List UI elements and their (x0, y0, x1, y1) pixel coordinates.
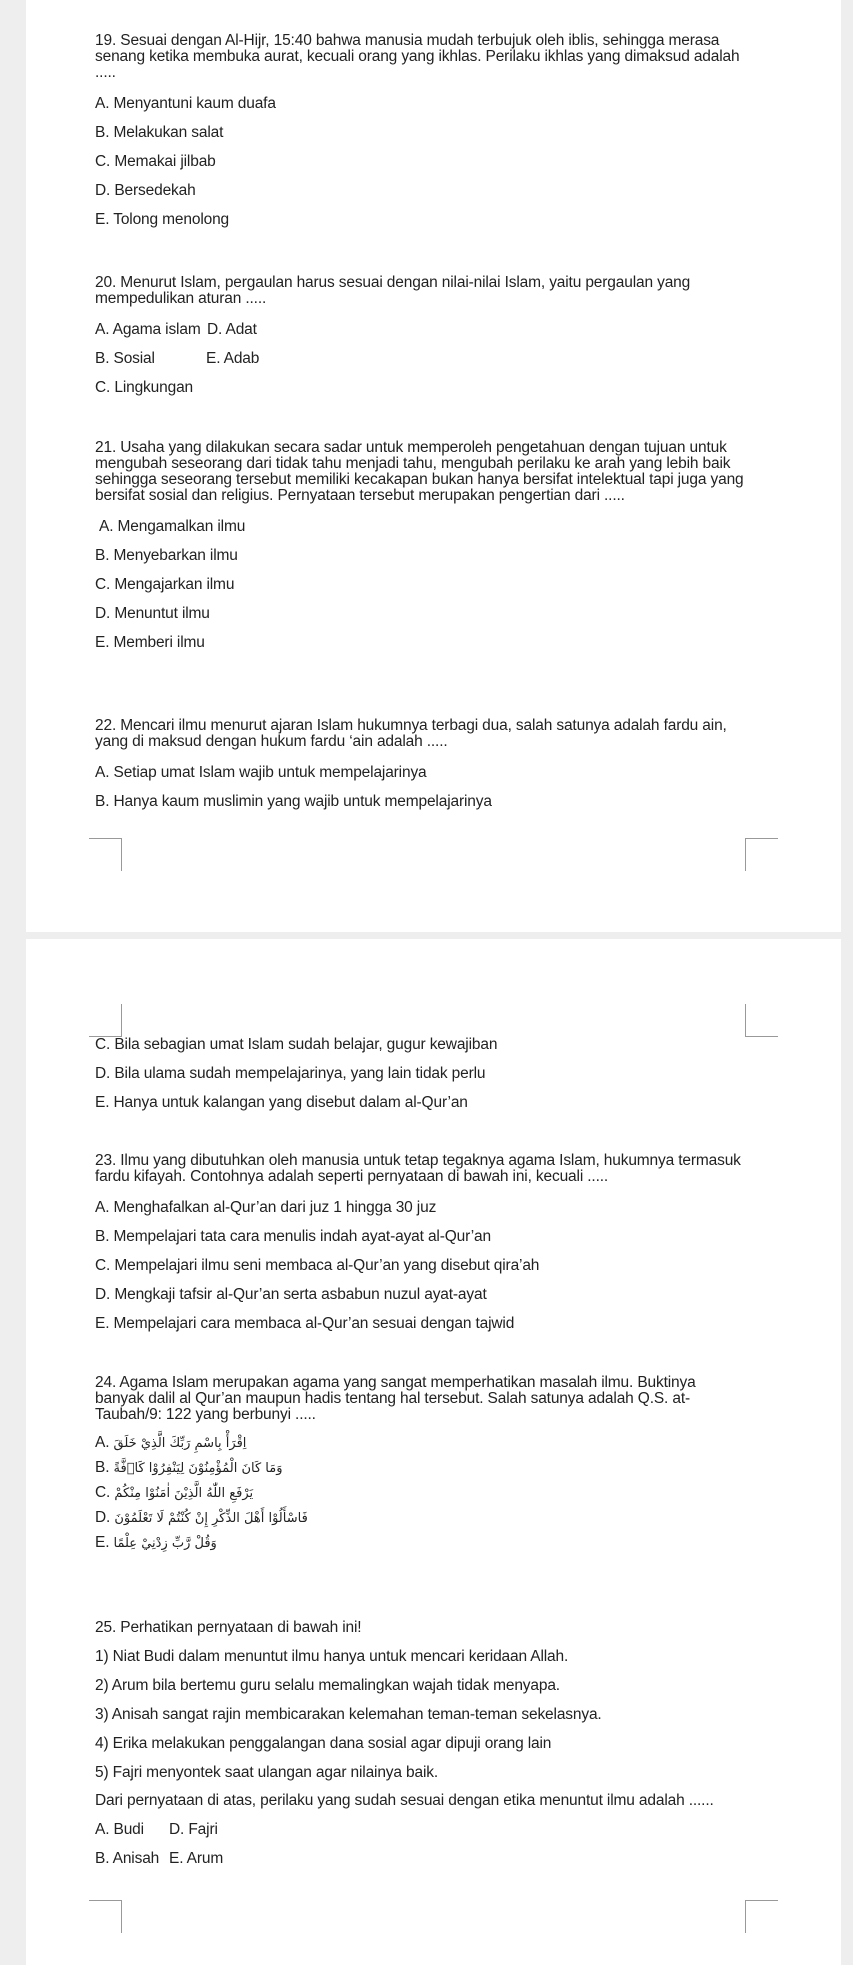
option-c[interactable]: C. Lingkungan (95, 379, 194, 396)
option-row (95, 315, 745, 344)
question-25 (95, 1613, 745, 1873)
question-24 (95, 1375, 745, 1556)
option-a[interactable]: A. اِقْرَأْ بِاسْمِ رَبِّكَ الَّذِيْ خَلَقَ (95, 1434, 247, 1451)
question-text: 20. Menurut Islam, pergaulan harus sesuai dengan nilai-nilai Islam, yaitu pergaulan yang mempedulikan aturan ..... (95, 274, 691, 307)
option-e[interactable]: E. Adab (206, 350, 260, 367)
option-row (95, 1815, 745, 1844)
option-d[interactable]: D. Adat (207, 321, 257, 338)
question-text: 19. Sesuai dengan Al-Hijr, 15:40 bahwa manusia mudah terbujuk oleh iblis, sehingga merasa senang ketika membuka aurat, kecuali orang yang ikhlas. Perilaku ikhlas yang dimaksud adalah ..... (95, 32, 740, 81)
option-b[interactable]: B. Sosial (95, 350, 155, 367)
page-corner-mark (89, 1900, 122, 1933)
option-e[interactable]: E. Arum (169, 1850, 224, 1867)
option-c[interactable]: C. يَرْفَعِ اللّٰهُ الَّذِيْنَ اٰمَنُوْا مِنْكُمْ (95, 1484, 254, 1501)
question-23 (95, 1153, 745, 1338)
statement-2: 2) Arum bila bertemu guru selalu memalingkan wajah tidak menyapa. (95, 1677, 560, 1694)
option-d[interactable]: D. Fajri (169, 1821, 218, 1838)
option-d[interactable]: D. Mengkaji tafsir al-Qur’an serta asbabun nuzul ayat-ayat (95, 1286, 487, 1303)
option-c[interactable]: C. Bila sebagian umat Islam sudah belajar, gugur kewajiban (95, 1036, 498, 1053)
option-e[interactable]: E. Tolong menolong (95, 211, 230, 228)
question-text: 23. Ilmu yang dibutuhkan oleh manusia untuk tetap tegaknya agama Islam, hukumnya termasuk fardu kifayah. Contohnya adalah seperti pernyataan di bawah ini, kecuali ..... (95, 1152, 741, 1185)
option-e[interactable]: E. Mempelajari cara membaca al-Qur’an sesuai dengan tajwid (95, 1315, 515, 1332)
option-e[interactable]: E. Hanya untuk kalangan yang disebut dalam al-Qur’an (95, 1094, 468, 1111)
option-row (95, 344, 745, 373)
option-a[interactable]: A. Agama islam (95, 321, 201, 338)
statement-1: 1) Niat Budi dalam menuntut ilmu hanya untuk mencari keridaan Allah. (95, 1648, 569, 1665)
arabic-text: فَاسْأَلُوْا أَهْلَ الذِّكْرِ إِنْ كُنْتُمْ لَا تَعْلَمُوْنَ (114, 1511, 308, 1526)
option-b[interactable]: B. وَمَا كَانَ الْمُؤْمِنُوْنَ لِيَنْفِرُوْا كَاۤفَّةً (95, 1459, 283, 1476)
option-b[interactable]: B. Mempelajari tata cara menulis indah ayat-ayat al-Qur’an (95, 1228, 491, 1245)
option-d[interactable]: D. فَاسْأَلُوْا أَهْلَ الذِّكْرِ إِنْ كُنْتُمْ لَا تَعْلَمُوْنَ (95, 1509, 308, 1526)
option-c[interactable]: C. Memakai jilbab (95, 153, 216, 170)
page-corner-mark (89, 838, 122, 871)
option-a[interactable]: A. Setiap umat Islam wajib untuk mempelajarinya (95, 764, 427, 781)
option-e[interactable]: E. وَقُلْ رَّبِّ زِدْنِيْ عِلْمًا (95, 1534, 217, 1551)
page-corner-mark (745, 838, 778, 871)
option-a[interactable]: A. Mengamalkan ilmu (99, 518, 246, 535)
option-b[interactable]: B. Hanya kaum muslimin yang wajib untuk mempelajarinya (95, 793, 492, 810)
question-20 (95, 275, 745, 402)
option-d[interactable]: D. Bersedekah (95, 182, 196, 199)
question-text: Dari pernyataan di atas, perilaku yang sudah sesuai dengan etika menuntut ilmu adalah ...... (95, 1792, 714, 1809)
statement-3: 3) Anisah sangat rajin membicarakan kelemahan teman-teman sekelasnya. (95, 1706, 602, 1723)
question-text: 22. Mencari ilmu menurut ajaran Islam hukumnya terbagi dua, salah satunya adalah fardu ain, yang di maksud dengan hukum fardu ‘ain adalah ..... (95, 717, 727, 750)
option-c[interactable]: C. Mempelajari ilmu seni membaca al-Qur’an yang disebut qira’ah (95, 1257, 540, 1274)
option-a[interactable]: A. Budi (95, 1821, 144, 1838)
question-19 (95, 33, 745, 234)
question-intro: 25. Perhatikan pernyataan di bawah ini! (95, 1619, 362, 1636)
option-b[interactable]: B. Melakukan salat (95, 124, 224, 141)
question-text: 21. Usaha yang dilakukan secara sadar untuk memperoleh pengetahuan dengan tujuan untuk mengubah seseorang dari tidak tahu menjadi tahu, mengubah perilaku ke arah yang lebih baik sehingga seseorang tersebut memiliki kecakapan bukan hanya bersifat intelektual tapi juga yang bersifat sosial dan religius. Pernyataan tersebut merupakan pengertian dari ..... (95, 439, 744, 504)
option-a[interactable]: A. Menyantuni kaum duafa (95, 95, 276, 112)
option-a[interactable]: A. Menghafalkan al-Qur’an dari juz 1 hingga 30 juz (95, 1199, 437, 1216)
question-21 (95, 440, 745, 657)
question-22 (95, 718, 745, 816)
option-c[interactable]: C. Mengajarkan ilmu (95, 576, 235, 593)
page-corner-mark (745, 1004, 778, 1037)
option-d[interactable]: D. Menuntut ilmu (95, 605, 210, 622)
page-corner-mark (745, 1900, 778, 1933)
statement-4: 4) Erika melakukan penggalangan dana sosial agar dipuji orang lain (95, 1735, 552, 1752)
arabic-text: يَرْفَعِ اللّٰهُ الَّذِيْنَ اٰمَنُوْا مِنْكُمْ (114, 1486, 254, 1501)
statement-5: 5) Fajri menyontek saat ulangan agar nilainya baik. (95, 1764, 439, 1781)
option-d[interactable]: D. Bila ulama sudah mempelajarinya, yang lain tidak perlu (95, 1065, 486, 1082)
option-row (95, 1844, 745, 1873)
arabic-text: وَقُلْ رَّبِّ زِدْنِيْ عِلْمًا (113, 1536, 217, 1551)
question-text: 24. Agama Islam merupakan agama yang sangat memperhatikan masalah ilmu. Buktinya banyak dalil al Qur’an maupun hadis tentang hal tersebut. Salah satunya adalah Q.S. at-Taubah/9: 122 yang berbunyi ..... (95, 1374, 696, 1423)
option-e[interactable]: E. Memberi ilmu (95, 634, 205, 651)
question-22-continued (95, 1030, 745, 1117)
option-b[interactable]: B. Menyebarkan ilmu (95, 547, 238, 564)
option-b[interactable]: B. Anisah (95, 1850, 160, 1867)
arabic-text: وَمَا كَانَ الْمُؤْمِنُوْنَ لِيَنْفِرُوْا كَاۤفَّةً (113, 1461, 283, 1476)
arabic-text: اِقْرَأْ بِاسْمِ رَبِّكَ الَّذِيْ خَلَقَ (113, 1436, 247, 1451)
